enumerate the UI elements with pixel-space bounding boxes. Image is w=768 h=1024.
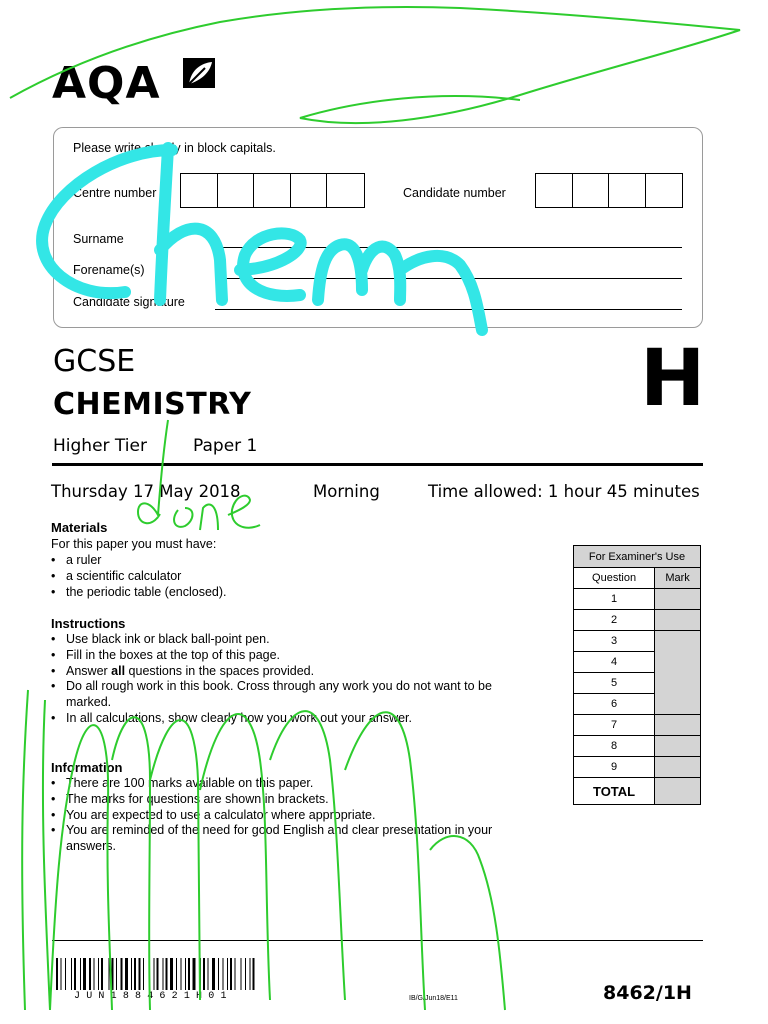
logo-text: AQA: [52, 58, 161, 109]
barcode-bar: [253, 958, 255, 990]
barcode-bar: [200, 958, 201, 990]
aqa-logo: [52, 58, 222, 110]
signature-label: Candidate signature: [73, 295, 185, 309]
paper-code: 8462/1H: [603, 982, 692, 1004]
materials-intro: For this paper you must have:: [51, 537, 217, 551]
barcode-bar: [181, 958, 182, 990]
centre-digit-box[interactable]: [291, 174, 328, 207]
barcode-bar: [83, 958, 86, 990]
barcode-bar: [166, 958, 168, 990]
barcode-bar: [80, 958, 81, 990]
candidate-digit-box[interactable]: [536, 174, 573, 207]
barcode-bar: [208, 958, 209, 990]
materials-list: [51, 553, 531, 600]
tier-letter: H: [640, 334, 706, 424]
question-number: 5: [574, 673, 655, 694]
barcode-char: 8: [135, 991, 148, 1002]
candidate-number-label: Candidate number: [403, 186, 506, 200]
barcode-bar: [157, 958, 159, 990]
list-item: • You are reminded of the need for good English and clear presentation in your answers.: [51, 823, 531, 855]
barcode-bar: [170, 958, 173, 990]
barcode-bar: [188, 958, 190, 990]
barcode-bar: [101, 958, 103, 990]
block-capitals-note: Please write clearly in block capitals.: [73, 141, 276, 155]
barcode: [56, 958, 318, 990]
information-list: [51, 776, 531, 855]
barcode-bar: [223, 958, 224, 990]
surname-label: Surname: [73, 232, 124, 246]
barcode-bar: [163, 958, 164, 990]
barcode-char: U: [86, 991, 99, 1002]
candidate-details-box: [53, 127, 703, 328]
mark-column-header: Mark: [655, 568, 701, 589]
question-number: 6: [574, 694, 655, 715]
barcode-bar: [61, 958, 62, 990]
list-item: • the periodic table (enclosed).: [51, 585, 531, 601]
barcode-bar: [89, 958, 91, 990]
barcode-bar: [143, 958, 144, 990]
exam-session: Morning: [313, 482, 380, 501]
barcode-bar: [185, 958, 186, 990]
question-number: 1: [574, 589, 655, 610]
question-number: 3: [574, 631, 655, 652]
candidate-digit-box[interactable]: [573, 174, 610, 207]
barcode-bar: [241, 958, 242, 990]
barcode-bar: [149, 958, 150, 990]
surname-line[interactable]: [215, 247, 682, 248]
barcode-char: 1: [220, 991, 233, 1002]
list-item: • a ruler: [51, 553, 531, 569]
barcode-bar: [235, 958, 236, 990]
barcode-bar: [56, 958, 58, 990]
mark-cell: [655, 736, 701, 757]
barcode-bar: [65, 958, 66, 990]
question-number: 4: [574, 652, 655, 673]
list-item: • Answer all questions in the spaces provided.: [51, 664, 531, 680]
barcode-bar: [250, 958, 251, 990]
barcode-bar: [116, 958, 117, 990]
mark-cell: [655, 715, 701, 736]
barcode-bar: [121, 958, 123, 990]
barcode-text: [74, 991, 233, 1002]
forename-label: Forename(s): [73, 263, 145, 277]
question-column-header: Question: [574, 568, 655, 589]
materials-heading: Materials: [51, 520, 108, 535]
paper-label: Paper 1: [193, 436, 258, 456]
barcode-bar: [212, 958, 215, 990]
barcode-char: 8: [122, 991, 136, 1002]
instructions-heading: Instructions: [51, 616, 126, 631]
list-item: • a scientific calculator: [51, 569, 531, 585]
barcode-bar: [203, 958, 205, 990]
mark-cell: [655, 610, 701, 631]
barcode-bar: [230, 958, 232, 990]
barcode-bar: [125, 958, 128, 990]
barcode-char: 0: [208, 991, 221, 1002]
candidate-digit-box[interactable]: [646, 174, 683, 207]
centre-digit-box[interactable]: [218, 174, 255, 207]
question-number: 9: [574, 757, 655, 778]
time-allowed: Time allowed: 1 hour 45 minutes: [428, 482, 700, 501]
centre-number-label: Centre number: [73, 186, 157, 200]
barcode-char: 4: [147, 991, 160, 1002]
centre-digit-box[interactable]: [254, 174, 291, 207]
total-label: TOTAL: [574, 778, 655, 805]
barcode-char: N: [98, 991, 111, 1002]
barcode-bar: [74, 958, 76, 990]
barcode-bar: [98, 958, 99, 990]
barcode-bar: [94, 958, 95, 990]
mark-cell: [655, 589, 701, 610]
information-heading: Information: [51, 760, 123, 775]
exam-date: Thursday 17 May 2018: [51, 482, 241, 501]
signature-line[interactable]: [215, 309, 682, 310]
mark-cell: [655, 631, 701, 715]
barcode-bar: [218, 958, 219, 990]
list-item: • You are expected to use a calculator where appropriate.: [51, 808, 531, 824]
barcode-bar: [112, 958, 114, 990]
barcode-bar: [176, 958, 177, 990]
list-item: • The marks for questions are shown in brackets.: [51, 792, 531, 808]
list-item: • In all calculations, show clearly how you work out your answer.: [51, 711, 531, 727]
instructions-list: [51, 632, 531, 727]
centre-number-boxes[interactable]: [180, 173, 365, 208]
list-item: • Fill in the boxes at the top of this page.: [51, 648, 531, 664]
barcode-bar: [71, 958, 72, 990]
barcode-bar: [245, 958, 246, 990]
question-number: 8: [574, 736, 655, 757]
table-caption: For Examiner's Use: [574, 546, 701, 568]
aqa-leaf-icon: [181, 58, 217, 90]
forename-line[interactable]: [215, 278, 682, 279]
barcode-bar: [154, 958, 155, 990]
title-divider: [52, 463, 703, 466]
question-number: 2: [574, 610, 655, 631]
list-item: • Do all rough work in this book. Cross through any work you do not want to be marked.: [51, 679, 531, 711]
barcode-bar: [134, 958, 136, 990]
list-item: • Use black ink or black ball-point pen.: [51, 632, 531, 648]
barcode-char: J: [74, 991, 87, 1002]
barcode-char: 6: [159, 991, 172, 1002]
barcode-char: 1: [183, 991, 197, 1002]
candidate-number-boxes[interactable]: [535, 173, 683, 208]
footer-divider: [52, 940, 703, 941]
subject-title: CHEMISTRY: [53, 387, 252, 422]
list-item: • There are 100 marks available on this paper.: [51, 776, 531, 792]
barcode-bar: [139, 958, 141, 990]
barcode-bar: [227, 958, 228, 990]
question-number: 7: [574, 715, 655, 736]
barcode-bar: [193, 958, 196, 990]
candidate-digit-box[interactable]: [609, 174, 646, 207]
barcode-bar: [131, 958, 132, 990]
examiner-use-table: [573, 545, 701, 805]
tier-label: Higher Tier: [53, 436, 147, 456]
barcode-char: H: [196, 991, 209, 1002]
centre-digit-box[interactable]: [181, 174, 218, 207]
qualification-title: GCSE: [53, 344, 136, 379]
mark-cell: [655, 757, 701, 778]
centre-digit-box[interactable]: [327, 174, 364, 207]
barcode-char: 2: [171, 991, 184, 1002]
total-mark-cell: [655, 778, 701, 805]
reference-code: IB/G/Jun18/E11: [409, 995, 458, 1002]
barcode-bar: [109, 958, 110, 990]
barcode-char: 1: [110, 991, 123, 1002]
